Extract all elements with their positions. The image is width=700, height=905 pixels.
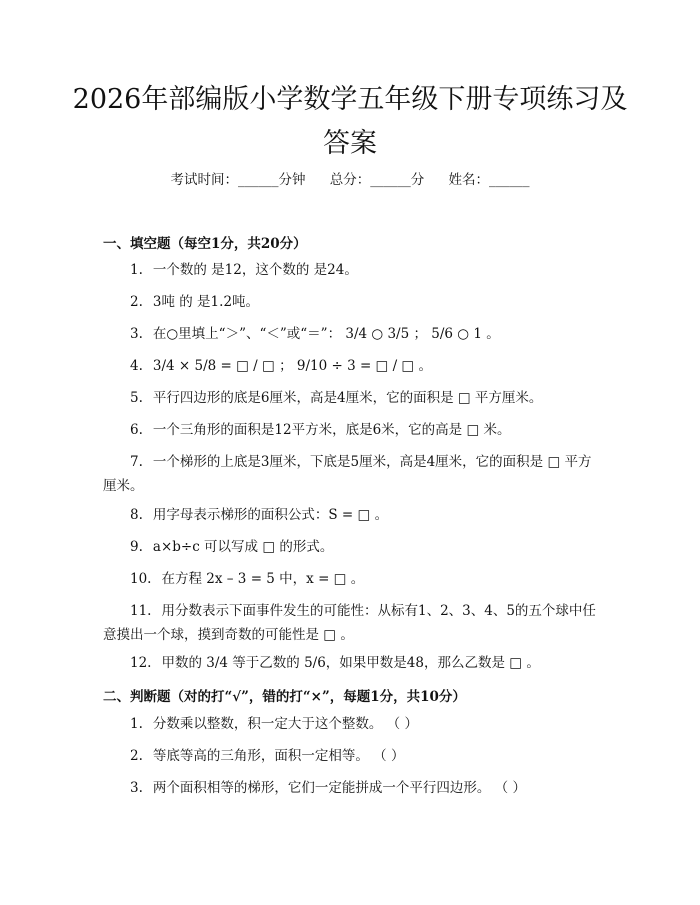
question-text: 用字母表示梯形的面积公式：S = □ 。: [152, 507, 389, 523]
question-2-2: [103, 744, 603, 768]
question-2-1: [103, 712, 603, 736]
question-text: 一个数的 是12，这个数的 是24。: [152, 262, 358, 278]
question-text: 分数乘以整数，积一定大于这个整数。 （ ）: [152, 716, 418, 732]
question-number: 8.: [130, 507, 143, 523]
question-number: 2.: [130, 748, 143, 764]
question-text: 用分数表示下面事件发生的可能性：从标有1、2、3、4、5的五个球中任意摸出一个球，摸到奇数的可能性是 □ 。: [103, 603, 596, 643]
question-1-4: [103, 354, 603, 378]
question-number: 3.: [130, 780, 143, 796]
question-number: 12.: [130, 655, 152, 671]
question-text: 两个面积相等的梯形，它们一定能拼成一个平行四边形。 （ ）: [152, 780, 526, 796]
question-number: 3.: [130, 326, 143, 342]
question-1-8: [103, 503, 603, 527]
question-1-5: [103, 386, 603, 410]
question-1-2: [103, 290, 603, 314]
question-1-1: [103, 258, 603, 282]
question-number: 2.: [130, 294, 143, 310]
question-text: a×b÷c 可以写成 □ 的形式。: [152, 539, 334, 555]
total-score-field: 总分：______分: [329, 172, 425, 188]
question-number: 1.: [130, 716, 143, 732]
question-text: 甲数的 3/4 等于乙数的 5/6，如果甲数是48，那么乙数是 □ 。: [161, 655, 540, 671]
question-text: 一个梯形的上底是3厘米，下底是5厘米，高是4厘米，它的面积是 □ 平方厘米。: [103, 454, 592, 494]
section-2-title: 二、判断题（对的打“√”，错的打“×”，每题1分，共10分）: [103, 689, 466, 705]
exam-meta: [0, 168, 700, 188]
question-1-11: [103, 599, 603, 647]
question-1-3: [103, 322, 603, 346]
name-field: 姓名：______: [448, 172, 530, 188]
question-2-3: [103, 776, 603, 800]
question-text: 平行四边形的底是6厘米，高是4厘米，它的面积是 □ 平方厘米。: [152, 390, 543, 406]
question-1-10: [103, 567, 603, 591]
question-text: 3吨 的 是1.2吨。: [152, 294, 260, 310]
question-1-12: [103, 651, 603, 675]
question-text: 3/4 × 5/8 = □ / □ ； 9/10 ÷ 3 = □ / □ 。: [152, 358, 432, 374]
question-1-7: [103, 450, 603, 498]
question-number: 9.: [130, 539, 143, 555]
question-number: 10.: [130, 571, 152, 587]
question-1-9: [103, 535, 603, 559]
question-text: 等底等高的三角形，面积一定相等。 （ ）: [152, 748, 405, 764]
page-title: 2026年部编版小学数学五年级下册专项练习及答案: [72, 84, 628, 159]
question-text: 在方程 2x – 3 = 5 中，x = □ 。: [161, 571, 365, 587]
question-number: 5.: [130, 390, 143, 406]
question-number: 1.: [130, 262, 143, 278]
question-number: 7.: [130, 454, 143, 470]
question-text: 一个三角形的面积是12平方米，底是6米，它的高是 □ 米。: [152, 422, 511, 438]
question-text: 在○里填上“＞”、“＜”或“＝”： 3/4 ○ 3/5 ； 5/6 ○ 1 。: [152, 326, 500, 342]
question-number: 6.: [130, 422, 143, 438]
exam-time-field: 考试时间：______分钟: [170, 172, 306, 188]
question-number: 11.: [130, 603, 152, 619]
section-1-title: 一、填空题（每空1分，共20分）: [103, 236, 307, 252]
question-1-6: [103, 418, 603, 442]
question-number: 4.: [130, 358, 143, 374]
